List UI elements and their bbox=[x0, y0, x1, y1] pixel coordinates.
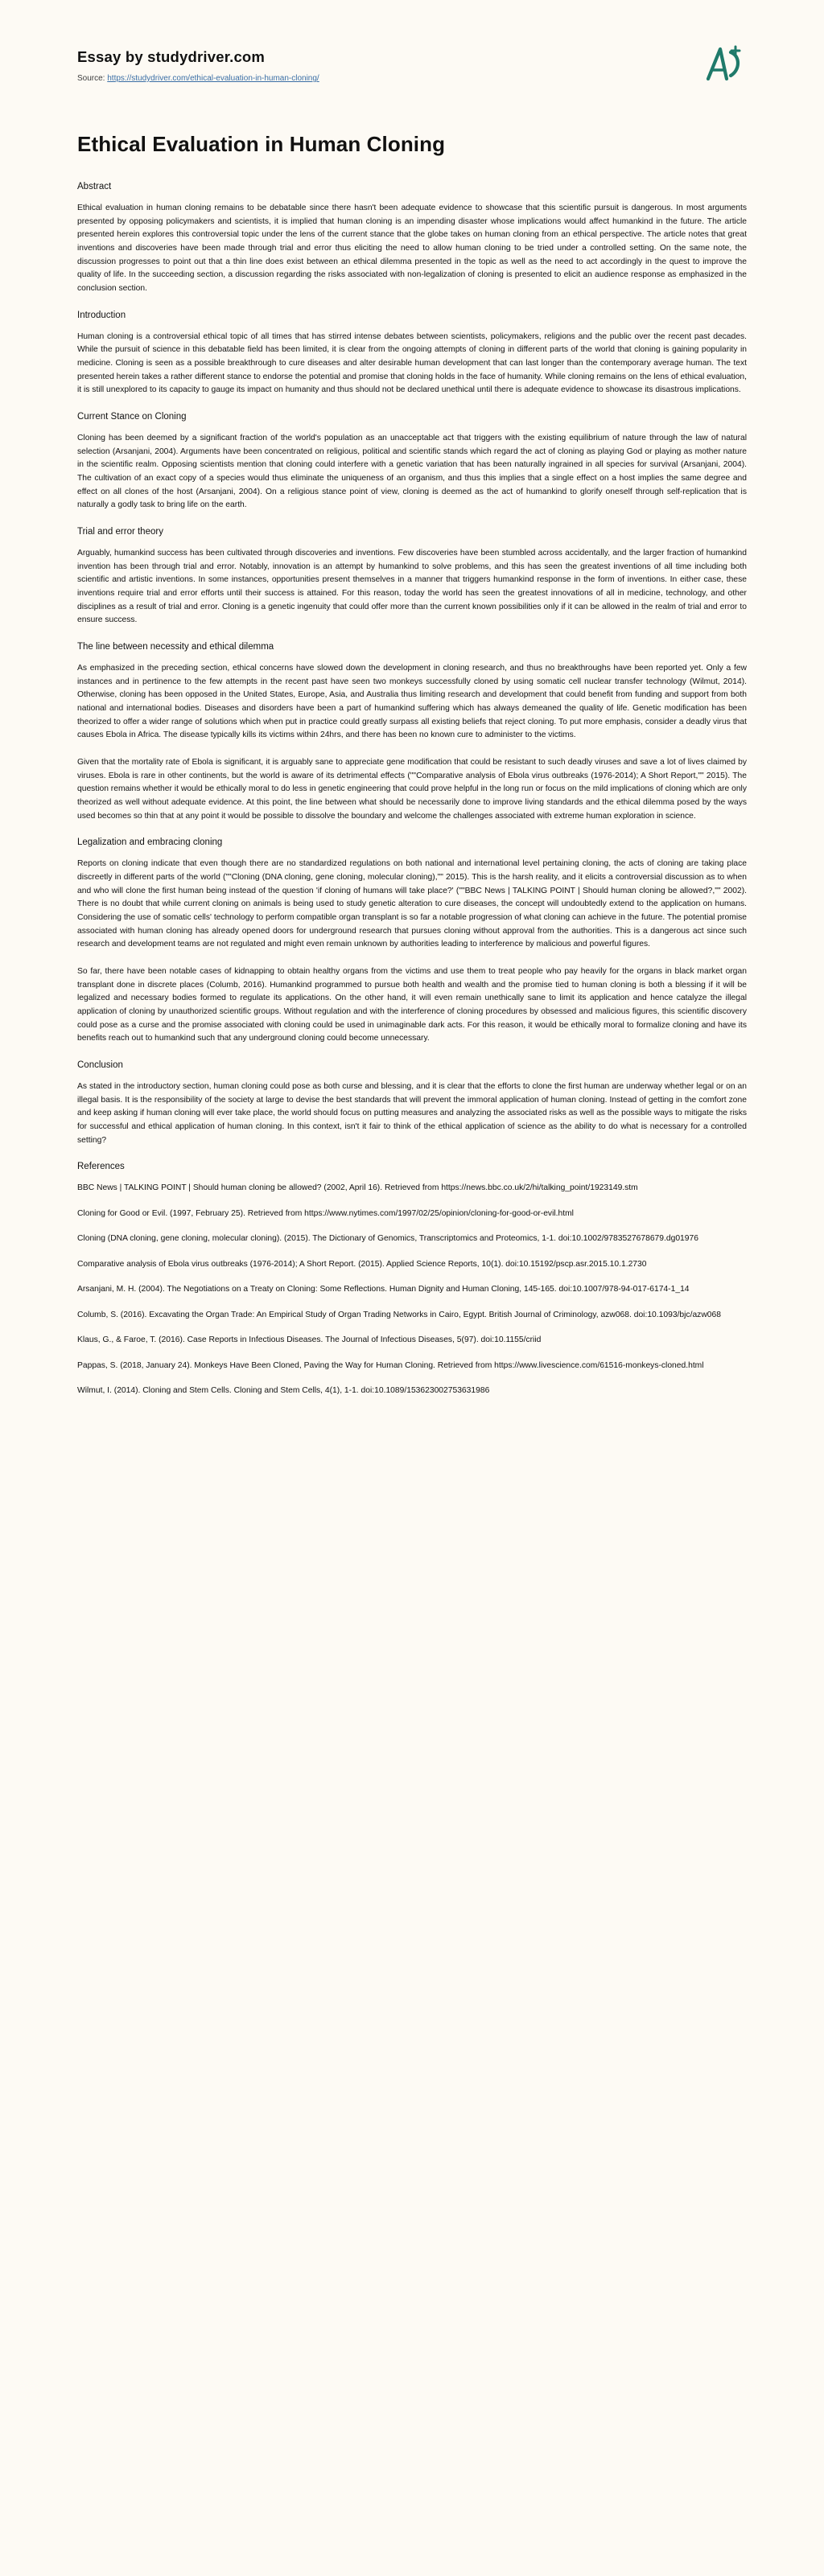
reference-item: Klaus, G., & Faroe, T. (2016). Case Reports in Infectious Diseases. The Journal of Infectious Diseases, 5(97). doi:10.1155/criid bbox=[77, 1335, 542, 1345]
reference-item: BBC News | TALKING POINT | Should human cloning be allowed? (2002, April 16). Retrieved from https://news.bbc.co.uk/2/hi/talking_point/1923149.stm bbox=[77, 1183, 638, 1193]
section-necessity-vs-dilemma bbox=[77, 641, 747, 823]
page-title: Ethical Evaluation in Human Cloning bbox=[77, 132, 446, 156]
paragraph: Reports on cloning indicate that even though there are no standardized regulations on both national and international level pertaining cloning, the acts of cloning are taking place discreetly in different parts of the world (""Cloning (DNA cloning, gene cloning, molecular cloning),"" 2015). This is the harsh reality, and it elicits a controversial discussion as to when and who will clone the first human being instead of the question 'if cloning of humans will take place?' (""BBC News | TALKING POINT | Should human cloning be allowed?,"" 2002). There is no doubt that while current cloning on animals is being used to study genetic alteration to cure diseases, the concept will undoubtedly extend to the application on humans. Considering the use of somatic cells' technology to perform compatible organ transplant is so far a notable progression of what cloning can achieve in the future. The potential promise associated with human cloning has already opened doors for underground research that pursues cloning without approval from the authorities. This is a dangerous act since such research and development teams are not regulated and might even remain unknown by authorities leading to interference by malicious and powerful figures. bbox=[77, 859, 747, 949]
section-heading: Trial and error theory bbox=[77, 527, 163, 537]
paragraph: As emphasized in the preceding section, ethical concerns have slowed down the development in cloning research, and thus no breakthroughs have been reported yet. Only a few instances and in pertinence to the few attempts in the recent past have seen two monkeys successfully cloned by using somatic cell nuclear transfer technology (Wilmut, 2014). Otherwise, cloning has been opposed in the United States, Europe, Asia, and Australia thus limiting research and development that could benefit from funding and support from both national and international bodies. Diseases and disorders have been a part of humankind suffering which has always demeaned the quality of life. Genetic modification has been theorized to offer a wider range of solutions which when put in practice could greatly surpass all existing beliefs that reject cloning. To put more emphasis, consider a deadly virus that causes Ebola in Africa. The disease typically kills its victims within 24hrs, and there has been no known cure to administer to the victims. bbox=[77, 664, 747, 740]
paragraph: Cloning has been deemed by a significant fraction of the world's population as an unacceptable act that triggers with the existing equilibrium of nature through the law of natural selection (Arsanjani, 2004). Arguments have been concentrated on religious, political and scientific stands which regard the act of cloning as playing God or playing as mother nature in the scientific realm. Opposing scientists mention that cloning could interfere with a genetic variation that has been naturally ingrained in all species for survival (Arsanjani, 2004). The cultivation of an exact copy of a species would thus eliminate the uniqueness of an organism, and thus this implies that a single effect on a host implies the same degree and effect on all clones of the host (Arsanjani, 2004). On a religious stance point of view, cloning is deemed as the act of humankind to glorify oneself through self-replication that is naturally a godly task to bring life on the earth. bbox=[77, 434, 747, 510]
section-heading: Current Stance on Cloning bbox=[77, 412, 187, 422]
paragraph: As stated in the introductory section, human cloning could pose as both curse and blessing, and it is clear that the efforts to clone the first human are underway whether legal or on an illegal basis. It is the responsibility of the society at large to devise the best standards that will prevent the immoral application of human cloning. Instead of getting in the comfort zone and keep asking if human cloning will ever take place, the world should focus on putting measures and analyzing the associated risks as well as the possible ways to mitigate the risks for successful and ethical application of human cloning. In this context, isn't it fair to think of the ethical application of science as the ability to do what is necessary for a controlled setting? bbox=[77, 1082, 747, 1145]
section-heading: The line between necessity and ethical dilemma bbox=[77, 642, 274, 652]
section-references bbox=[77, 1161, 747, 1397]
source-url-link[interactable]: https://studydriver.com/ethical-evaluation-in-human-cloning/ bbox=[107, 74, 319, 83]
reference-item: Wilmut, I. (2014). Cloning and Stem Cells. Cloning and Stem Cells, 4(1), 1-1. doi:10.1089/153623002753631986 bbox=[77, 1386, 490, 1396]
section-current-stance bbox=[77, 411, 747, 512]
section-abstract bbox=[77, 181, 747, 296]
paragraph: Human cloning is a controversial ethical topic of all times that has stirred intense debates between scientists, policymakers, religions and the public over the recent past decades. While the pursuit of science in this debatable field has been limited, it is clear from the ongoing attempts of cloning in different parts of the world that cloning is gaining popularity in medicine. Cloning is seen as a possible breakthrough to cure diseases and alter desirable human development that can last longer than the contemporary average human. The text presented herein takes a rather different stance to endorse the potential and promise that cloning holds in the face of humanity. While cloning remains on the lens of ethical evaluation, it is still unexplored to its capacity to gauge its impact on humanity and thus should not be declared unethical until there is adequate evidence to showcase its disastrous implications. bbox=[77, 331, 747, 395]
references-heading: References bbox=[77, 1162, 125, 1172]
reference-item: Comparative analysis of Ebola virus outbreaks (1976-2014); A Short Report. (2015). Applied Science Reports, 10(1). doi:10.15192/pscp.asr.2015.10.1.2730 bbox=[77, 1259, 647, 1269]
paragraph: Ethical evaluation in human cloning remains to be debatable since there hasn't been adequate evidence to showcase that this scientific pursuit is dangerous. In most arguments presented by opposing policymakers and scientists, it is implied that human cloning is an impending disaster whose implications would affect humankind in the future. The article presented herein explores this controversial topic under the lens of the current stance that the globe takes on human cloning from an ethical perspective. The article notes that great inventions and discoveries have been made through trial and error thus eliciting the need to allow human cloning to be tried under a controlled setting. On the same note, the discussion progresses to point out that a thin line does exist between an ethical dilemma presented in the topic as well as the need to act accordingly in the quest to improve the quality of life. In the succeeding section, a discussion regarding the risks associated with non-legalization of cloning is presented to elicit an audience response as emphasized in the conclusion section. bbox=[77, 204, 747, 294]
reference-item: Arsanjani, M. H. (2004). The Negotiations on a Treaty on Cloning: Some Reflections. Human Dignity and Human Cloning, 145-165. doi:10.1007/978-94-017-6174-1_14 bbox=[77, 1285, 690, 1294]
paragraph: Given that the mortality rate of Ebola is significant, it is arguably sane to appreciate gene modification that could be resistant to such deadly viruses and save a lot of lives claimed by viruses. Ebola is rare in other continents, but the world is aware of its detrimental effects (""Comparative analysis of Ebola virus outbreaks (1976-2014); A Short Report,"" 2015). The question remains whether it would be ethically moral to do less in genetic engineering that could prove helpful in the long run or focus on the mild implications of cloning which are only theorized as well without adequate evidence. At this point, the line between what should be necessarily done to improve living standards and the ethical dilemma posed by the ways used becomes so thin that at any point it would be possible to dissolve the boundary and welcome the challenges associated with extreme human exploration in science. bbox=[77, 758, 747, 821]
section-legalization bbox=[77, 837, 747, 1046]
section-heading: Legalization and embracing cloning bbox=[77, 837, 223, 848]
reference-item: Cloning (DNA cloning, gene cloning, molecular cloning). (2015). The Dictionary of Genomics, Transcriptomics and Proteomics, 1-1. doi:10.1002/9783527678679.dg01976 bbox=[77, 1234, 698, 1244]
section-introduction bbox=[77, 310, 747, 397]
source-label: Source: bbox=[77, 74, 105, 83]
source-line bbox=[77, 74, 319, 83]
header-left bbox=[77, 45, 319, 83]
site-brand: Essay by studydriver.com bbox=[77, 48, 266, 65]
reference-item: Cloning for Good or Evil. (1997, February 25). Retrieved from https://www.nytimes.com/1997/02/25/opinion/cloning-for-good-or-evil.html bbox=[77, 1208, 574, 1218]
section-heading: Introduction bbox=[77, 310, 126, 320]
paragraph: Arguably, humankind success has been cultivated through discoveries and inventions. Few discoveries have been stumbled across accidentally, and the larger fraction of humankind invention has been through trial and error. Notably, innovation is an attempt by humankind to solve problems, and this has seen the greatest inventions of all time including both scientific and artistic inventions. In some instances, opportunities present themselves in a manner that triggers humankind response in the form of inventions. In either case, these inventions require trial and error efforts until their success is attained. For this reason, today the world has seen the greatest innovations of all in medicine, technology, and other disciplines as a result of trial and error. Cloning is a genetic ingenuity that could offer more than the current known possibilities only if it can be allowed in the realm of trial and error to ensure success. bbox=[77, 549, 747, 625]
reference-item: Columb, S. (2016). Excavating the Organ Trade: An Empirical Study of Organ Trading Networks in Cairo, Egypt. British Journal of Criminology, azw068. doi:10.1093/bjc/azw068 bbox=[77, 1310, 721, 1319]
reference-item: Pappas, S. (2018, January 24). Monkeys Have Been Cloned, Paving the Way for Human Cloning. Retrieved from https://www.livescience.com/61516-monkeys-cloned.html bbox=[77, 1360, 704, 1370]
reference-list bbox=[77, 1182, 747, 1397]
page-header bbox=[77, 45, 747, 88]
studydriver-a-plus-logo bbox=[700, 42, 747, 88]
section-trial-and-error bbox=[77, 526, 747, 628]
paragraph: So far, there have been notable cases of kidnapping to obtain healthy organs from the victims and use them to treat people who pay heavily for the organs in black market organ transplant done in discrete places (Columb, 2016). Humankind programmed to pursue both health and wealth and the promise tied to human cloning is both a blessing if it will be legalized and necessary bodies formed to regulate its applications. On the other hand, it will even remain unethically sane to limit its application and hence catalyze the illegal application of cloning by unauthorized scientific groups. Without regulation and with the interference of cloning procedures by obsessed and malicious figures, this scientific discovery could pose as a curse and the promise associated with cloning could be used in unimaginable dark acts. For this reason, it would be ethically moral to formalize cloning and have its benefits reach out to humankind such that any underground cloning could become unnecessary. bbox=[77, 967, 747, 1043]
section-heading: Abstract bbox=[77, 182, 112, 192]
section-conclusion bbox=[77, 1060, 747, 1147]
section-heading: Conclusion bbox=[77, 1060, 123, 1071]
